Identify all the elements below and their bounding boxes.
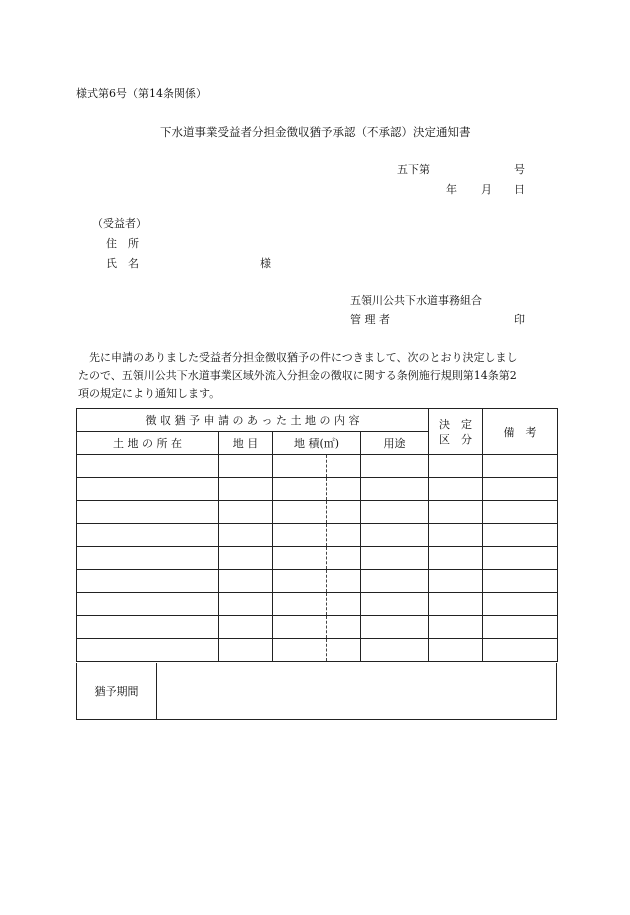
area-cell-int <box>273 501 327 524</box>
area-cell-dec <box>327 501 361 524</box>
table-row <box>77 570 558 593</box>
remarks-cell <box>483 570 558 593</box>
area-cell-dec <box>327 639 361 662</box>
remarks-cell <box>483 455 558 478</box>
decision-cell <box>429 455 483 478</box>
seal-mark: 印 <box>514 313 525 326</box>
table-row <box>77 478 558 501</box>
decision-cell <box>429 593 483 616</box>
decision-cell <box>429 639 483 662</box>
table-row <box>77 524 558 547</box>
date-year: 年 <box>446 183 457 196</box>
table-row <box>77 593 558 616</box>
honorific: 様 <box>260 257 271 270</box>
category-header: 地 目 <box>219 432 273 455</box>
notice-line-3: 項の規定により通知します。 <box>78 387 221 400</box>
doc-ref-prefix: 五下第 <box>397 163 430 176</box>
table-header-row-1 <box>77 409 558 432</box>
category-cell <box>219 524 273 547</box>
category-cell <box>219 455 273 478</box>
use-cell <box>361 455 429 478</box>
remarks-cell <box>483 593 558 616</box>
recipient-heading: （受益者） <box>92 217 147 230</box>
use-header: 用途 <box>361 432 429 455</box>
decision-cell <box>429 570 483 593</box>
notice-line-1: 先に申請のありました受益者分担金徴収猶予の件につきまして、次のとおり決定しまし <box>89 351 518 364</box>
use-cell <box>361 616 429 639</box>
area-cell-dec <box>327 547 361 570</box>
category-cell <box>219 639 273 662</box>
decision-cell <box>429 547 483 570</box>
remarks-cell <box>483 547 558 570</box>
table-row <box>77 501 558 524</box>
table-row <box>77 455 558 478</box>
use-cell <box>361 547 429 570</box>
location-cell <box>77 570 219 593</box>
address-label: 住 所 <box>106 237 139 250</box>
location-cell <box>77 524 219 547</box>
date-day: 日 <box>514 183 525 196</box>
use-cell <box>361 524 429 547</box>
area-cell-dec <box>327 478 361 501</box>
table-row <box>77 547 558 570</box>
use-cell <box>361 639 429 662</box>
area-cell-int <box>273 570 327 593</box>
decision-cell <box>429 616 483 639</box>
area-cell-int <box>273 639 327 662</box>
area-cell-dec <box>327 524 361 547</box>
form-number: 様式第6号（第14条関係） <box>76 87 207 100</box>
remarks-cell <box>483 524 558 547</box>
grace-period-box <box>76 663 557 720</box>
grace-period-label: 猶予期間 <box>77 663 157 719</box>
remarks-cell <box>483 501 558 524</box>
area-cell-int <box>273 524 327 547</box>
area-cell-dec <box>327 593 361 616</box>
area-cell-int <box>273 593 327 616</box>
use-cell <box>361 501 429 524</box>
issuer-organization: 五領川公共下水道事務組合 <box>350 294 482 307</box>
area-cell-dec <box>327 616 361 639</box>
remarks-header: 備 考 <box>483 409 558 455</box>
decision-header: 決 定 区 分 <box>429 409 483 455</box>
use-cell <box>361 593 429 616</box>
remarks-cell <box>483 639 558 662</box>
area-cell-int <box>273 478 327 501</box>
category-cell <box>219 478 273 501</box>
category-cell <box>219 593 273 616</box>
location-cell <box>77 593 219 616</box>
location-cell <box>77 547 219 570</box>
table-row <box>77 616 558 639</box>
issuer-title: 管 理 者 <box>350 313 390 326</box>
name-label: 氏 名 <box>106 257 139 270</box>
category-cell <box>219 570 273 593</box>
notice-line-2: たので、五領川公共下水道事業区域外流入分担金の徴収に関する条例施行規則第14条第2 <box>78 369 517 382</box>
location-cell <box>77 478 219 501</box>
area-header: 地 積(㎡) <box>273 432 361 455</box>
area-cell-dec <box>327 570 361 593</box>
remarks-cell <box>483 616 558 639</box>
date-month: 月 <box>481 183 492 196</box>
table-row <box>77 639 558 662</box>
location-cell <box>77 455 219 478</box>
location-cell <box>77 501 219 524</box>
location-cell <box>77 616 219 639</box>
area-cell-int <box>273 616 327 639</box>
decision-cell <box>429 478 483 501</box>
use-cell <box>361 570 429 593</box>
remarks-cell <box>483 478 558 501</box>
decision-cell <box>429 524 483 547</box>
area-cell-int <box>273 547 327 570</box>
category-cell <box>219 501 273 524</box>
location-cell <box>77 639 219 662</box>
notice-body <box>78 349 558 403</box>
area-cell-dec <box>327 455 361 478</box>
category-cell <box>219 547 273 570</box>
document-title: 下水道事業受益者分担金徴収猶予承認（不承認）決定通知書 <box>160 125 471 139</box>
category-cell <box>219 616 273 639</box>
location-header: 土 地 の 所 在 <box>77 432 219 455</box>
area-cell-int <box>273 455 327 478</box>
decision-cell <box>429 501 483 524</box>
land-details-table <box>76 408 558 662</box>
group-header: 徴 収 猶 予 申 請 の あ っ た 土 地 の 内 容 <box>77 409 429 432</box>
table-body <box>77 455 558 662</box>
doc-ref-suffix: 号 <box>514 163 525 176</box>
use-cell <box>361 478 429 501</box>
